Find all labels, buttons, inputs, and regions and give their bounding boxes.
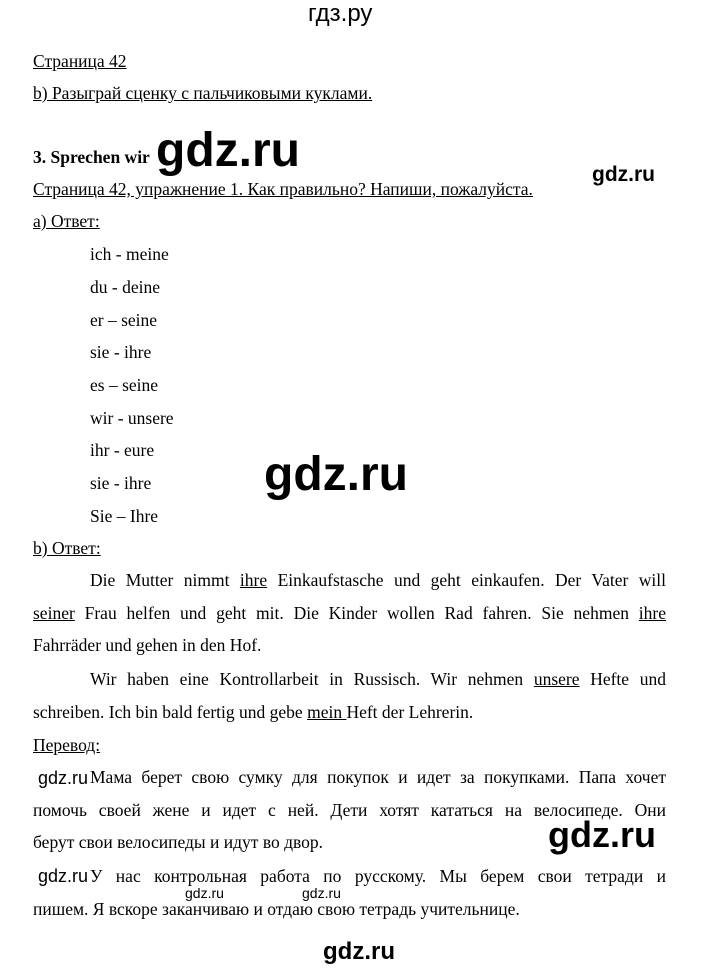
site-header: гдз.ру: [308, 0, 373, 27]
paragraph-line: schreiben. Ich bin bald fertig und gebe mein Heft der Lehrerin.: [33, 702, 474, 722]
list-item: ich - meine: [90, 244, 169, 264]
answer-a-label: а) Ответ:: [33, 211, 100, 231]
watermark: gdz.ru: [185, 885, 224, 901]
task-b-title: b) Разыграй сценку с пальчиковыми куклами.: [33, 83, 373, 103]
watermark: gdz.ru: [38, 866, 89, 886]
paragraph-line: Wir haben eine Kontrollarbeit in Russisch. Wir nehmen unsere Hefte und: [90, 669, 666, 689]
paragraph-line: Fahrräder und gehen in den Hof.: [33, 635, 262, 655]
watermark: gdz.ru: [592, 163, 655, 186]
watermark: gdz.ru: [264, 448, 408, 501]
watermark: gdz.ru: [548, 814, 656, 855]
watermark: gdz.ru: [156, 124, 300, 177]
paragraph-line: помочь своей жене и идет с ней. Дети хотят кататься на велосипеде. Они: [33, 800, 666, 820]
paragraph-line: У нас контрольная работа по русскому. Мы берем свои тетради и: [90, 866, 666, 886]
paragraph-line: берут свои велосипеды и идут во двор.: [33, 832, 324, 852]
list-item: er – seine: [90, 310, 158, 330]
translation-label: Перевод:: [33, 735, 101, 755]
watermark: gdz.ru: [323, 938, 395, 965]
list-item: Sie – Ihre: [90, 506, 159, 526]
page-label: Страница 42: [33, 51, 127, 71]
watermark: gdz.ru: [302, 885, 341, 901]
paragraph-line: Мама берет свою сумку для покупок и идет за покупками. Папа хочет: [90, 767, 666, 787]
list-item: es – seine: [90, 375, 159, 395]
list-item: sie - ihre: [90, 342, 152, 362]
exercise-title: Страница 42, упражнение 1. Как правильно? Напиши, пожалуйста.: [33, 179, 533, 199]
watermark: gdz.ru: [38, 768, 89, 788]
section-title: 3. Sprechen wir: [33, 147, 150, 167]
list-item: du - deine: [90, 277, 160, 297]
paragraph-line: пишем. Я вскоре заканчиваю и отдаю свою тетрадь учительнице.: [33, 899, 520, 919]
paragraph-line: Die Mutter nimmt ihre Einkaufstasche und geht einkaufen. Der Vater will: [90, 570, 666, 590]
answer-b-label: b) Ответ:: [33, 538, 101, 558]
list-item: ihr - eure: [90, 440, 155, 460]
paragraph-line: seiner Frau helfen und geht mit. Die Kinder wollen Rad fahren. Sie nehmen ihre: [33, 603, 666, 623]
list-item: sie - ihre: [90, 473, 152, 493]
list-item: wir - unsere: [90, 408, 174, 428]
